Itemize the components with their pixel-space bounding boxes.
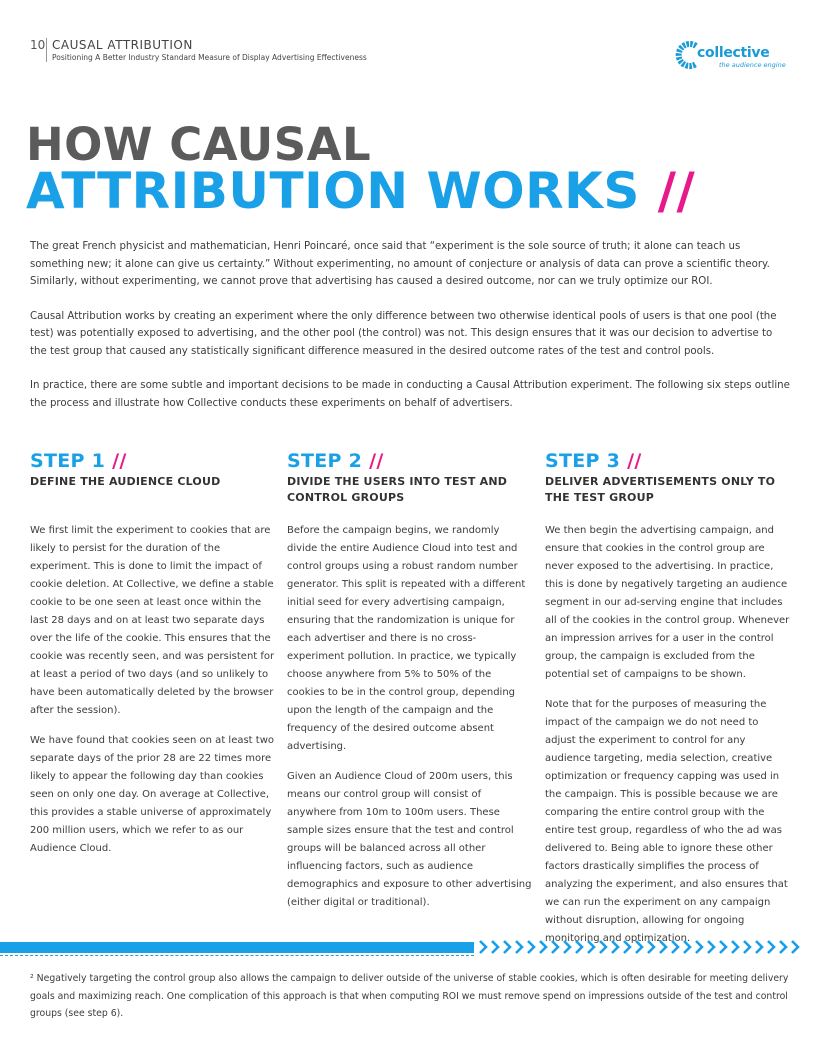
- chevron-right-icon: [682, 939, 693, 955]
- collective-logo: [675, 40, 795, 76]
- chevron-right-icon: [598, 939, 609, 955]
- page-title-line1: HOW CAUSAL: [26, 118, 372, 171]
- step-3: [545, 450, 790, 944]
- step-paragraph: We first limit the experiment to cookies that are likely to persist for the duration of the experiment. This is done to limit the impact of cookie deletion. At Collective, we define a stable cookie to be one seen at least once within the last 28 days and on at least two separate days over the life of the cookie. This ensures that the cookie was recently seen, and was persistent for at least a period of two days (and so unlikely to have been automatically deleted by the browser after the session).: [30, 525, 275, 716]
- chevron-right-icon: [490, 939, 501, 955]
- footnote: ² Negatively targeting the control group also allows the campaign to deliver outside of the universe of stable cookies, which is often desirable for meeting delivery goals and maximizing reach. One complication of this approach is that when computing ROI we must remove spend on impressions outside of the test and control groups (see step 6).: [30, 973, 789, 1019]
- step-body: [287, 522, 532, 924]
- step-slashes: //: [112, 450, 127, 472]
- step-paragraph: We then begin the advertising campaign, and ensure that cookies in the control group are never exposed to the advertising. In practice, this is done by negatively targeting an audience segment in our ad-serving engine that includes all of the cookies in the control group. Whenever an impression arrives for a user in the control group, the campaign is excluded from the potential set of campaigns to be shown.: [545, 525, 790, 680]
- chevron-right-icon: [766, 939, 777, 955]
- chevron-right-icon: [646, 939, 657, 955]
- intro-paragraph: Causal Attribution works by creating an experiment where the only difference between two otherwise identical pools of users is that one pool (the test) was potentially exposed to advertising, and the other pool (the control) was not. This design ensures that it was our decision to advertise to the test group that caused any statistically significant difference measured in the desired outcome rates of the test and control pools.: [30, 310, 777, 357]
- footer-arrow-row: [478, 939, 802, 955]
- chevron-right-icon: [586, 939, 597, 955]
- step-paragraph: Note that for the purposes of measuring the impact of the campaign we do not need to adjust the experiment to control for any audience targeting, media selection, creative optimization or frequency capping was used in the campaign. This is possible because we are comparing the entire control group with the entire test group, regardless of who the ad was delivered to. Being able to ignore these other factors drastically simplifies the process of analyzing the experiment, and also ensures that we can run the experiment on any campaign without disruption, allowing for ongoing monitoring and optimization.: [545, 699, 788, 944]
- chevron-right-icon: [718, 939, 729, 955]
- chevron-right-icon: [538, 939, 549, 955]
- chevron-right-icon: [514, 939, 525, 955]
- step-paragraph: We have found that cookies seen on at least two separate days of the prior 28 are 22 times more likely to appear the following day than cookies seen on only one day. On average at Collective, this provides a stable universe of approximately 200 million users, which we refer to as our Audience Cloud.: [30, 735, 274, 854]
- chevron-right-icon: [670, 939, 681, 955]
- step-1: [30, 450, 275, 854]
- chevron-right-icon: [790, 939, 801, 955]
- chevron-right-icon: [754, 939, 765, 955]
- footer-divider-bar: [0, 942, 474, 953]
- step-label: STEP 3: [545, 450, 621, 472]
- step-title: DEFINE THE AUDIENCE CLOUD: [30, 475, 221, 488]
- footer-divider-dashes: [0, 955, 474, 956]
- step-title: DIVIDE THE USERS INTO TEST AND CONTROL GROUPS: [287, 475, 508, 504]
- chevron-right-icon: [526, 939, 537, 955]
- intro-paragraph: The great French physicist and mathematician, Henri Poincaré, once said that “experiment is the sole source of truth; it alone can teach us something new; it alone can give us certainty.” Without experimenting, no amount of conjecture or analysis of data can prove a scientific theory. Similarly, without experimenting, we cannot prove that advertising has caused a desired outcome, nor can we truly optimize our ROI.: [30, 241, 770, 287]
- chevron-right-icon: [502, 939, 513, 955]
- logo-tagline: the audience engine: [719, 61, 786, 69]
- logo-wordmark: collective: [697, 45, 770, 61]
- chevron-right-icon: [634, 939, 645, 955]
- page-number: 10: [30, 38, 46, 52]
- chevron-right-icon: [562, 939, 573, 955]
- section-title: CAUSAL ATTRIBUTION: [52, 38, 193, 52]
- intro-text: [30, 238, 790, 429]
- chevron-right-icon: [694, 939, 705, 955]
- step-paragraph: Given an Audience Cloud of 200m users, this means our control group will consist of anywhere from 10m to 100m users. These sample sizes ensure that the test and control groups will be balanced across all other influencing factors, such as audience demographics and exposure to other advertising (either digital or traditional).: [287, 771, 532, 908]
- title-slashes: //: [657, 162, 696, 220]
- chevron-right-icon: [478, 939, 489, 955]
- step-body: [545, 522, 790, 960]
- step-label: STEP 1: [30, 450, 106, 472]
- step-slashes: //: [369, 450, 384, 472]
- step-paragraph: Before the campaign begins, we randomly divide the entire Audience Cloud into test and control groups using a robust random number generator. This split is repeated with a different initial seed for every advertising campaign, ensuring that the randomization is unique for each advertiser and there is no cross-experiment pollution. In practice, we typically choose anywhere from 5% to 50% of the cookies to be in the control group, depending upon the length of the campaign and the frequency of the desired outcome absent advertising.: [287, 525, 526, 752]
- page-title-line2: [26, 162, 696, 220]
- chevron-right-icon: [610, 939, 621, 955]
- chevron-right-icon: [550, 939, 561, 955]
- intro-paragraph: In practice, there are some subtle and important decisions to be made in conducting a Causal Attribution experiment. The following six steps outline the process and illustrate how Collective conducts these experiments on behalf of advertisers.: [30, 380, 790, 409]
- step-heading: [287, 450, 527, 472]
- section-subtitle: Positioning A Better Industry Standard Measure of Display Advertising Effectiveness: [52, 53, 367, 62]
- chevron-right-icon: [658, 939, 669, 955]
- step-body: [30, 522, 275, 870]
- step-label: STEP 2: [287, 450, 363, 472]
- step-heading: [30, 450, 270, 472]
- step-heading: [545, 450, 785, 472]
- step-2: [287, 450, 532, 908]
- chevron-right-icon: [778, 939, 789, 955]
- step-slashes: //: [627, 450, 642, 472]
- chevron-right-icon: [742, 939, 753, 955]
- chevron-right-icon: [574, 939, 585, 955]
- chevron-right-icon: [730, 939, 741, 955]
- chevron-right-icon: [622, 939, 633, 955]
- chevron-right-icon: [706, 939, 717, 955]
- header-divider: [46, 38, 47, 62]
- step-title: DELIVER ADVERTISEMENTS ONLY TO THE TEST GROUP: [545, 475, 776, 504]
- page-title-line2-text: ATTRIBUTION WORKS: [26, 162, 640, 220]
